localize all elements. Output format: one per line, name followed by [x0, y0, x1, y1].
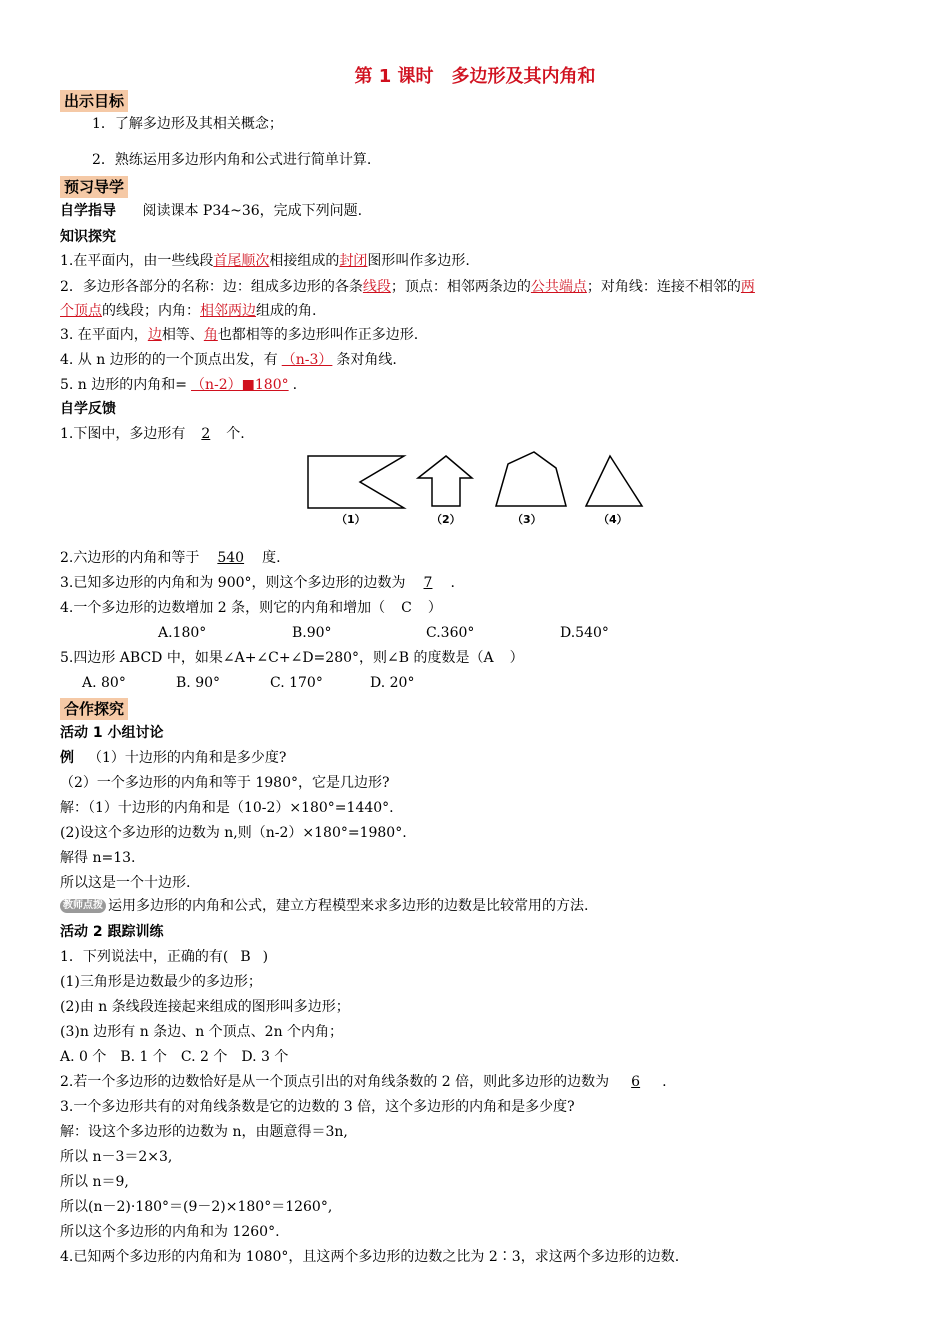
solution-line-5: 所以这个多边形的内角和为 1260°.: [60, 1224, 280, 1240]
feedback-q4: [60, 598, 442, 618]
explore-label: 知识探究: [60, 229, 116, 245]
section-goals: 出示目标: [60, 90, 128, 112]
q4-option-a: A.180°: [158, 625, 207, 641]
text: ；顶点：相邻两条边的: [390, 279, 531, 295]
text: ）: [427, 600, 442, 616]
answer: B: [240, 949, 251, 965]
q5-option-a: A. 80°: [82, 675, 126, 691]
example-line-4: (2)设这个多边形的边数为 n,则（n-2）×180°=1980°.: [60, 825, 407, 841]
text: （1）十边形的内角和是多少度?: [88, 750, 287, 766]
text: 个.: [226, 426, 245, 442]
q5-option-c: C. 170°: [270, 675, 323, 691]
answer: （n-2）■180°: [191, 377, 289, 393]
text: 1．下列说法中，正确的有(: [60, 949, 229, 965]
teacher-tip-badge: 教师点拨: [60, 899, 106, 913]
activity1-label: 活动 1 小组讨论: [60, 725, 164, 741]
statement-2: (2)由 n 条线段连接起来组成的图形叫多边形；: [60, 999, 350, 1015]
figure-2-arrow: [418, 456, 472, 506]
activity2-q2: [60, 1072, 667, 1092]
text: 度.: [262, 550, 281, 566]
knowledge-1: [60, 251, 470, 271]
statement-3: (3)n 边形有 n 条边、n 个顶点、2n 个内角；: [60, 1024, 344, 1040]
section-coop: 合作探究: [60, 698, 128, 720]
answer: 相邻两边: [200, 303, 256, 319]
text: 2.六边形的内角和等于: [60, 550, 200, 566]
guide-text: 阅读课本 P34~36，完成下列问题.: [142, 203, 363, 219]
text: 1.下图中，多边形有: [60, 426, 186, 442]
text: ): [262, 949, 269, 965]
q5-option-b: B. 90°: [176, 675, 221, 691]
text: 1.在平面内，由一些线段: [60, 253, 214, 269]
example-line-5: 解得 n=13.: [60, 850, 136, 866]
figure-label-3: （3）: [512, 513, 542, 526]
activity2-options: A. 0 个 B. 1 个 C. 2 个 D. 3 个: [60, 1049, 289, 1065]
text: 5. n 边形的内角和=: [60, 377, 188, 393]
knowledge-3: [60, 325, 418, 345]
text: 4.一个多边形的边数增加 2 条，则它的内角和增加（: [60, 600, 386, 616]
solution-line-2: 所以 n－3＝2×3,: [60, 1149, 173, 1165]
text: 运用多边形的内角和公式，建立方程模型来求多边形的边数是比较常用的方法.: [108, 898, 589, 914]
answer: 角: [203, 327, 218, 343]
text: 2.若一个多边形的边数恰好是从一个顶点引出的对角线条数的 2 倍，则此多边形的边数为: [60, 1074, 610, 1090]
teacher-tip: [60, 896, 588, 916]
text: 4. 从 n 边形的的一个顶点出发，有: [60, 352, 278, 368]
text: .: [292, 377, 298, 393]
guide-label: 自学指导: [60, 203, 116, 219]
text: 相接组成的: [269, 253, 340, 269]
feedback-q3: [60, 573, 455, 593]
q4-option-b: B.90°: [292, 625, 332, 641]
answer: 540: [217, 550, 245, 566]
answer: 6: [631, 1074, 641, 1090]
answer: 线段: [362, 279, 391, 295]
text: ）: [509, 650, 524, 666]
answer: 公共端点: [530, 279, 587, 295]
text: 5.四边形 ABCD 中，如果∠A+∠C+∠D=280°，则∠B 的度数是（A: [60, 650, 494, 666]
text: 3.已知多边形的内角和为 900°，则这个多边形的边数为: [60, 575, 406, 591]
example-line-1: [60, 748, 286, 768]
text: .: [662, 1074, 667, 1090]
solution-line-3: 所以 n＝9,: [60, 1174, 129, 1190]
q5-option-d: D. 20°: [370, 675, 415, 691]
text: 条对角线.: [336, 352, 397, 368]
polygon-figures: [300, 450, 650, 530]
activity2-q4: 4.已知两个多边形的内角和为 1080°，且这两个多边形的边数之比为 2∶3，求这两个多边形的边数.: [60, 1249, 680, 1265]
figure-3-pentagon: [496, 452, 566, 506]
text: 2．多边形各部分的名称：边：组成多边形的各条: [60, 279, 363, 295]
goal-1: 1．了解多边形及其相关概念；: [92, 116, 283, 132]
example-line-6: 所以这是一个十边形.: [60, 875, 191, 891]
example-label: 例: [60, 750, 74, 766]
answer: C: [401, 600, 412, 616]
q4-option-c: C.360°: [426, 625, 475, 641]
knowledge-2-cont: [60, 301, 316, 321]
answer: 两: [740, 279, 755, 295]
figure-label-2: （2）: [431, 513, 461, 526]
feedback-q5: [60, 648, 524, 668]
knowledge-2: [60, 277, 755, 297]
figure-label-1: （1）: [336, 513, 366, 526]
text: 的线段；内角：: [102, 303, 200, 319]
answer: 首尾顺次: [213, 253, 270, 269]
example-line-2: （2）一个多边形的内角和等于 1980°，它是几边形?: [60, 775, 390, 791]
page-title: 第 1 课时 多边形及其内角和: [354, 66, 596, 87]
statement-1: (1)三角形是边数最少的多边形；: [60, 974, 262, 990]
activity2-q1: [60, 947, 268, 967]
text: 相等、: [161, 327, 204, 343]
figure-1-shape: [308, 456, 404, 508]
activity2-q3: 3.一个多边形共有的对角线条数是它的边数的 3 倍，这个多边形的内角和是多少度?: [60, 1099, 575, 1115]
activity2-label: 活动 2 跟踪训练: [60, 924, 164, 940]
solution-line-1: 解：设这个多边形的边数为 n，由题意得＝3n,: [60, 1124, 348, 1140]
feedback-label: 自学反馈: [60, 401, 116, 417]
answer: 边: [147, 327, 162, 343]
text: 组成的角.: [256, 303, 317, 319]
guide-line: [60, 201, 362, 221]
goal-2: 2．熟练运用多边形内角和公式进行简单计算.: [92, 152, 372, 168]
answer: 2: [201, 426, 211, 442]
knowledge-4: [60, 350, 397, 370]
solution-line-4: 所以(n－2)·180°＝(9－2)×180°＝1260°,: [60, 1199, 333, 1215]
text: 3. 在平面内，: [60, 327, 148, 343]
feedback-q2: [60, 548, 281, 568]
answer: （n-3）: [281, 352, 333, 368]
text: 也都相等的多边形叫作正多边形.: [217, 327, 419, 343]
figure-label-4: （4）: [598, 513, 628, 526]
section-preview: 预习导学: [60, 176, 128, 198]
answer: 7: [423, 575, 433, 591]
text: .: [450, 575, 455, 591]
knowledge-5: [60, 375, 297, 395]
text: ；对角线：连接不相邻的: [586, 279, 741, 295]
text: 图形叫作多边形.: [367, 253, 470, 269]
figure-4-triangle: [586, 456, 642, 506]
answer: 个顶点: [60, 303, 102, 319]
q4-option-d: D.540°: [560, 625, 609, 641]
example-line-3: 解：（1）十边形的内角和是（10-2）×180°=1440°.: [60, 800, 394, 816]
feedback-q1: [60, 424, 245, 444]
answer: 封闭: [339, 253, 368, 269]
